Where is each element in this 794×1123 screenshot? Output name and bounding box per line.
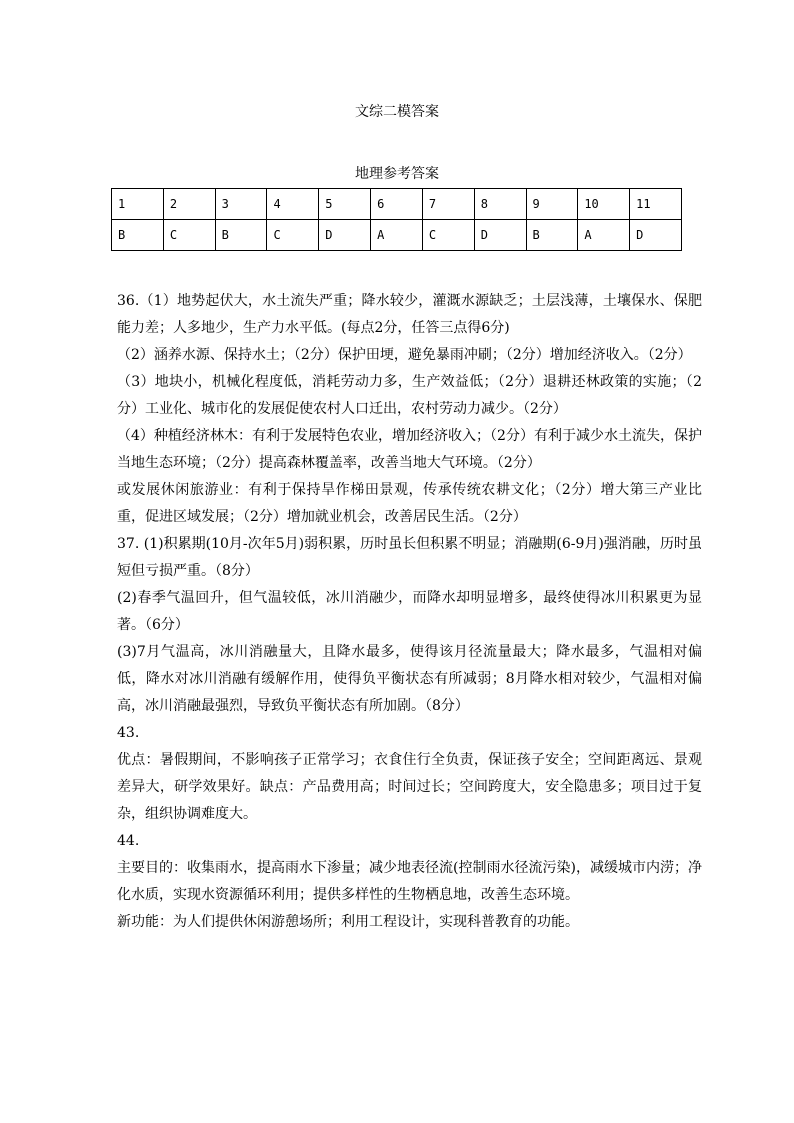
answer-cell: A bbox=[578, 220, 630, 251]
answer-cell: D bbox=[630, 220, 682, 251]
answer-cell: C bbox=[422, 220, 474, 251]
q36-part1-answer: 36.（1）地势起伏大，水土流失严重；降水较少，灌溉水源缺乏；土层浅薄，土壤保水、保肥能力差；人多地少，生产力水平低。(每点2分，任答三点得6分) bbox=[117, 293, 702, 336]
question-number-row bbox=[112, 189, 682, 220]
q43-answer: 优点：暑假期间，不影响孩子正常学习；衣食住行全负责，保证孩子安全；空间距离远、景观差异大，研学效果好。缺点：产品费用高；时间过长；空间跨度大，安全隐患多；项目过于复杂，组织协调难度大。 bbox=[117, 752, 702, 822]
answer-cell: B bbox=[215, 220, 267, 251]
question-number-cell: 1 bbox=[112, 189, 164, 220]
answer-cell: C bbox=[163, 220, 215, 251]
answer-table bbox=[111, 188, 682, 251]
question-number-cell: 11 bbox=[630, 189, 682, 220]
q37-part1-answer: 37. (1)积累期(10月-次年5月)弱积累，历时虽长但积累不明显；消融期(6-9月)强消融，历时虽短但亏损严重。（8分） bbox=[117, 536, 702, 579]
answer-cell: B bbox=[526, 220, 578, 251]
question-number-cell: 4 bbox=[267, 189, 319, 220]
q44-purpose-answer: 主要目的：收集雨水，提高雨水下渗量；减少地表径流(控制雨水径流污染)，减缓城市内涝；净化水质，实现水资源循环利用；提供多样性的生物栖息地，改善生态环境。 bbox=[117, 860, 702, 903]
answer-row bbox=[112, 220, 682, 251]
q37-part2-answer: (2)春季气温回升，但气温较低，冰川消融少，而降水却明显增多，最终使得冰川积累更为显著。（6分） bbox=[117, 590, 702, 633]
question-number-cell: 8 bbox=[474, 189, 526, 220]
q36-part4-answer: （4）种植经济林木：有利于发展特色农业，增加经济收入；（2分）有利于减少水土流失，保护当地生态环境；（2分）提高森林覆盖率，改善当地大气环境。（2分） bbox=[117, 428, 702, 471]
answer-cell: C bbox=[267, 220, 319, 251]
question-number-cell: 5 bbox=[319, 189, 371, 220]
question-number-cell: 7 bbox=[422, 189, 474, 220]
q36-part3-answer: （3）地块小，机械化程度低，消耗劳动力多，生产效益低；（2分）退耕还林政策的实施；（2分）工业化、城市化的发展促使农村人口迁出，农村劳动力减少。（2分） bbox=[117, 374, 702, 417]
answer-cell: A bbox=[371, 220, 423, 251]
q44-function-answer: 新功能：为人们提供休闲游憩场所；利用工程设计，实现科普教育的功能。 bbox=[117, 914, 579, 930]
answer-cell: D bbox=[319, 220, 371, 251]
page-title: 文综二模答案 bbox=[355, 104, 439, 120]
answer-cell: B bbox=[112, 220, 164, 251]
question-number-cell: 2 bbox=[163, 189, 215, 220]
q36-part2-answer: （2）涵养水源、保持水土；（2分）保护田埂，避免暴雨冲刷；（2分）增加经济收入。（2分） bbox=[117, 347, 692, 363]
section-title: 地理参考答案 bbox=[355, 166, 439, 182]
answer-body bbox=[117, 288, 702, 936]
q37-part3-answer: (3)7月气温高，冰川消融量大，且降水最多，使得该月径流量最大；降水最多，气温相对偏低，降水对冰川消融有缓解作用，使得负平衡状态有所减弱；8月降水相对较少，气温相对偏高，冰川消融最强烈，导致负平衡状态有所加剧。（8分） bbox=[117, 644, 702, 714]
question-number-cell: 9 bbox=[526, 189, 578, 220]
question-number-cell: 10 bbox=[578, 189, 630, 220]
q44-heading: 44. bbox=[117, 833, 140, 849]
question-number-cell: 3 bbox=[215, 189, 267, 220]
q43-heading: 43. bbox=[117, 725, 140, 741]
q36-part4-alt-answer: 或发展休闲旅游业：有利于保持旱作梯田景观，传承传统农耕文化；（2分）增大第三产业比重，促进区域发展；（2分）增加就业机会，改善居民生活。（2分） bbox=[117, 482, 702, 525]
answer-cell: D bbox=[474, 220, 526, 251]
question-number-cell: 6 bbox=[371, 189, 423, 220]
